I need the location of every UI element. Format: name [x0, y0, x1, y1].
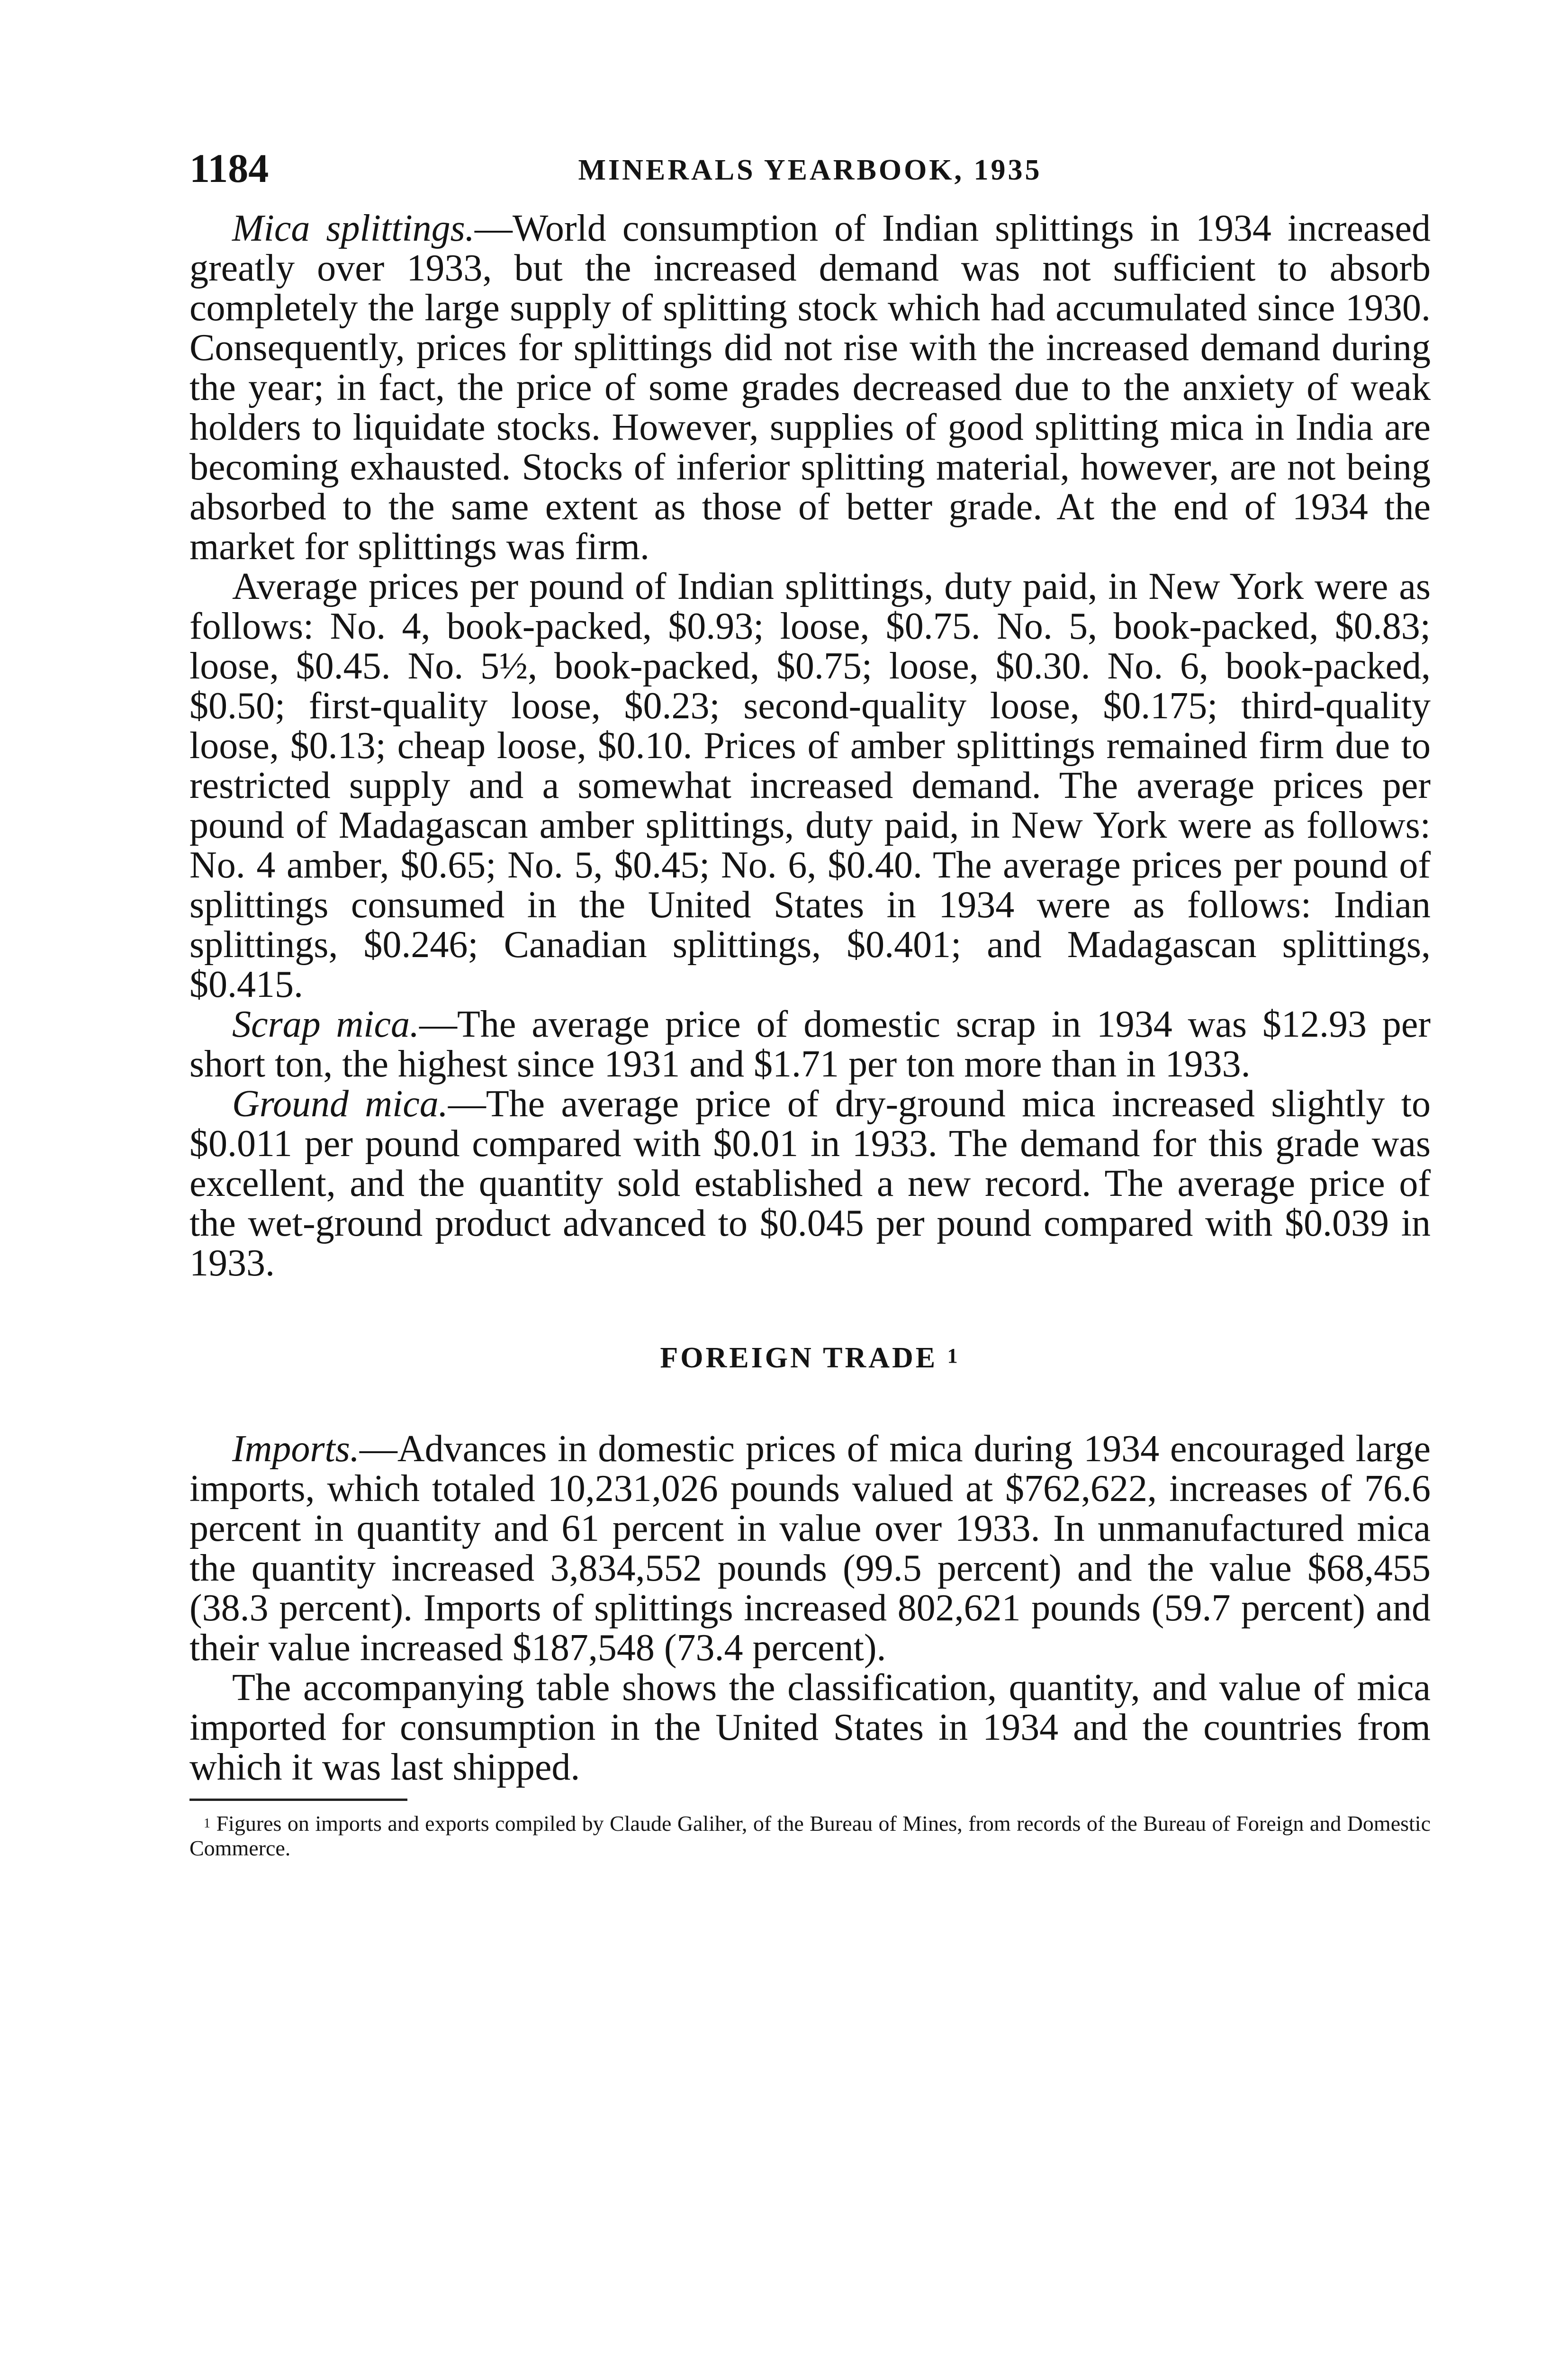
paragraph-average-prices — [189, 567, 1431, 1004]
lead-mica-splittings: Mica splittings. — [232, 208, 475, 249]
lead-scrap-mica: Scrap mica. — [232, 1004, 420, 1045]
paragraph-scrap-mica — [189, 1004, 1431, 1084]
page-header — [189, 142, 1431, 194]
body-text — [189, 208, 1431, 1861]
running-head: MINERALS YEARBOOK, 1935 — [578, 154, 1042, 186]
lead-ground-mica: Ground mica. — [232, 1083, 448, 1125]
text-scrap-mica: —The average price of domestic scrap in 1934 was $12.93 per short ton, the highest since 1931 and $1.71 per ton more than in 1933. — [189, 1004, 1431, 1085]
paragraph-accompanying-table — [189, 1668, 1431, 1787]
footnote-rule — [189, 1799, 407, 1801]
paragraph-ground-mica — [189, 1084, 1431, 1283]
paragraph-imports — [189, 1429, 1431, 1668]
section-heading-foreign-trade — [189, 1339, 1431, 1377]
page-number: 1184 — [189, 145, 269, 191]
footnote-text: Figures on imports and exports compiled by Claude Galiher, of the Bureau of Mines, from records of the Bureau of Foreign and Domestic Commerce. — [189, 1811, 1431, 1860]
text-imports: —Advances in domestic prices of mica during 1934 encouraged large imports, which totaled 10,231,026 pounds valued at $762,622, increases of 76.6 percent in quantity and 61 percent in value over 1933. In unmanufactured mica the quantity increased 3,834,552 pounds (99.5 percent) and the value $68,455 (38.3 percent). Imports of splittings increased 802,621 pounds (59.7 percent) and their value increased $187,548 (73.4 percent). — [189, 1428, 1431, 1669]
text-ground-mica: —The average price of dry-ground mica increased slightly to $0.011 per pound compared with $0.01 in 1933. The demand for this grade was excellent, and the quantity sold established a new record. The average price of the wet-ground product advanced to $0.045 per pound compared with $0.039 in 1933. — [189, 1083, 1431, 1284]
footnote — [189, 1811, 1431, 1861]
text-average-prices: Average prices per pound of Indian splittings, duty paid, in New York were as follows: No. 4, book-packed, $0.93; loose, $0.75. No. 5, book-packed, $0.83; loose, $0.45. No. 5½, book-packed, $0.75; loose, $0.30. No. 6, book-packed, $0.50; first-quality loose, $0.23; second-quality loose, $0.175; third-quality loose, $0.13; cheap loose, $0.10. Prices of amber splittings remained firm due to restricted supply and a somewhat increased demand. The average prices per pound of Madagascan amber splittings, duty paid, in New York were as follows: No. 4 amber, $0.65; No. 5, $0.45; No. 6, $0.40. The average prices per pound of splittings consumed in the United States in 1934 were as follows: Indian splittings, $0.246; Canadian splittings, $0.401; and Madagascan splittings, $0.415. — [189, 566, 1431, 1005]
section-title: FOREIGN TRADE — [660, 1342, 938, 1374]
footnote-mark: 1 — [204, 1816, 210, 1831]
footnote-reference: 1 — [947, 1344, 960, 1367]
lead-imports: Imports. — [232, 1428, 360, 1470]
text-mica-splittings: —World consumption of Indian splittings in 1934 increased greatly over 1933, but the increased demand was not sufficient to absorb completely the large supply of splitting stock which had accumulated since 1930. Consequently, prices for splittings did not rise with the increased demand during the year; in fact, the price of some grades decreased due to the anxiety of weak holders to liquidate stocks. However, supplies of good splitting mica in India are becoming exhausted. Stocks of inferior splitting material, however, are not being absorbed to the same extent as those of better grade. At the end of 1934 the market for splittings was firm. — [189, 208, 1431, 568]
text-accompanying-table: The accompanying table shows the classification, quantity, and value of mica imported for consumption in the United States in 1934 and the countries from which it was last shipped. — [189, 1667, 1431, 1788]
paragraph-mica-splittings — [189, 208, 1431, 567]
